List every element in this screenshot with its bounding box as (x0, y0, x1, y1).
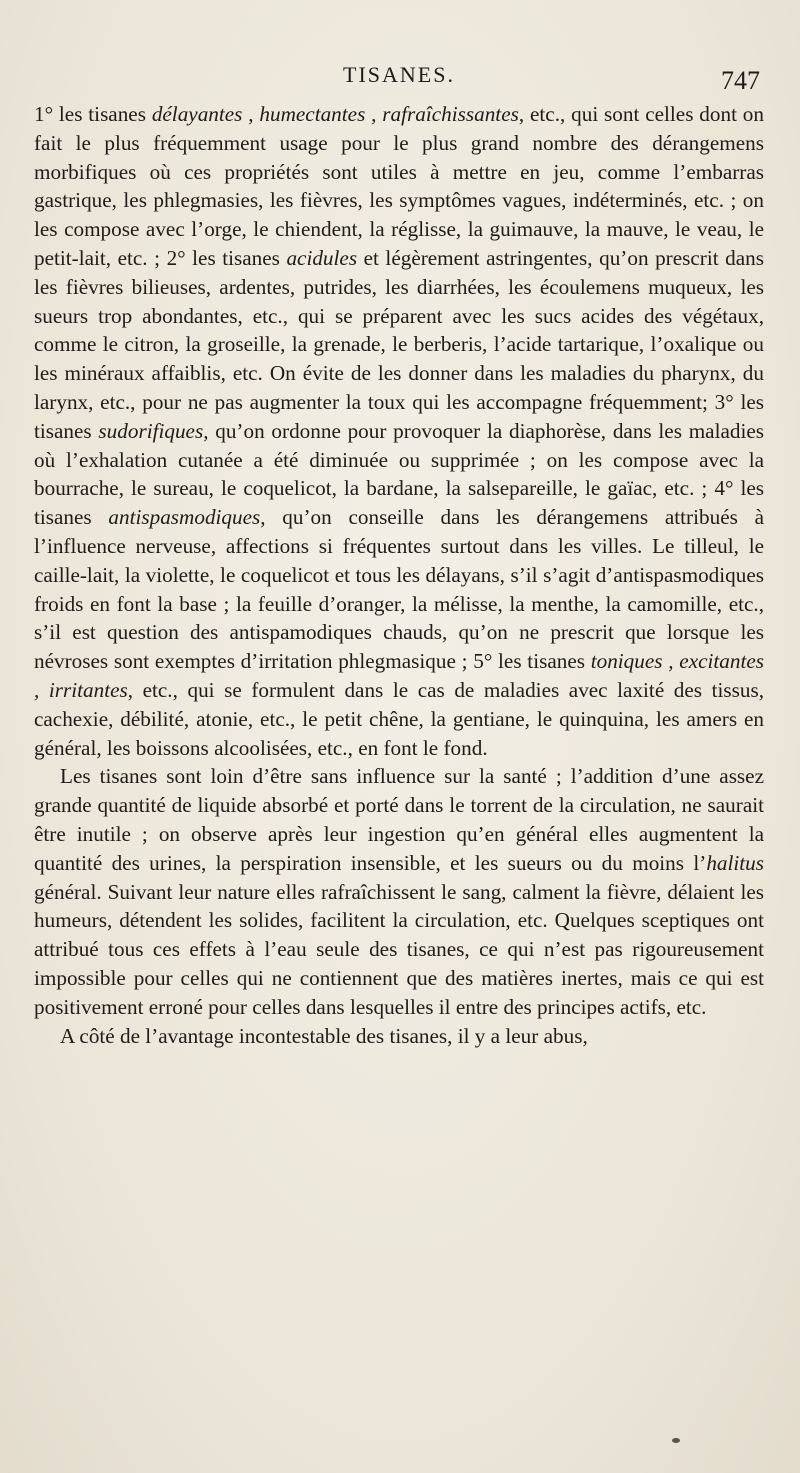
text-run: A côté de l’avantage incontestable des tisanes, il y a leur abus, (60, 1023, 588, 1048)
italic-term: toniques , excitantes , irritantes (34, 649, 764, 702)
text-run: 1° les tisanes (34, 102, 152, 126)
text-run: Les tisanes sont loin d’être sans influence sur la santé ; l’addition d’une assez grande quantité de liquide absorbé et porté dans le torrent de la circulation, ne saurait être inutile ; on observe après leur ingestion qu’en général elles augmentent la quantité des urines, la perspiration insensible, et les sueurs ou du moins l’ (34, 764, 764, 875)
text-run: , etc., qui sont celles dont on fait le plus fréquemment usage pour le plus grand nombre des dérangemens morbifiques où ces propriétés sont utiles à mettre en jeu, comme l’embarras gastrique, les phlegmasies, les fièvres, les symptômes vagues, indéterminés, etc. ; on les compose avec l’orge, le chiendent, la réglisse, la guimauve, la mauve, le veau, le petit-lait, etc. ; 2° les tisanes (34, 102, 764, 270)
text-run: général. Suivant leur nature elles rafraîchissent le sang, calment la fièvre, délaient les humeurs, détendent les solides, facilitent la circulation, etc. Quelques sceptiques ont attribué tous ces effets à l’eau seule des tisanes, ce qui n’est pas rigoureusement impossible pour celles qui ne contiennent que des matières inertes, mais ce qui est positivement erroné pour celles dans lesquelles il entre des principes actifs, etc. (34, 879, 764, 1019)
italic-term: sudorifiques (98, 418, 204, 443)
italic-term: antispasmodiques (108, 505, 261, 530)
italic-term: délayantes , humectantes , rafraîchissantes (151, 102, 519, 126)
ink-blemish (672, 1438, 680, 1443)
text-run: , qu’on ordonne pour provoquer la diaphorèse, dans les maladies où l’exhalation cutanée a été diminuée ou supprimée ; on les compose avec la bourrache, le sureau, le coquelicot, la bardane, la salsepareille, le gaïac, etc. ; 4° les tisanes (34, 418, 764, 530)
body-text (34, 100, 764, 1050)
paragraph (34, 1022, 764, 1051)
paragraph (34, 762, 764, 1021)
paragraph (34, 100, 764, 762)
running-title: TISANES. (343, 62, 455, 87)
italic-term: acidules (286, 245, 358, 270)
text-run: et légèrement astringentes, qu’on prescrit dans les fièvres bilieuses, ardentes, putrides, les diarrhées, les écoulemens muqueux, les sueurs trop abondantes, etc., qui se préparent avec les sucs acides des végétaux, comme le citron, la groseille, la grenade, le berberis, l’acide tartarique, l’oxalique ou les minéraux affaiblis, etc. On évite de les donner dans les maladies du pharynx, du larynx, etc., pour ne pas augmenter la toux qui les accompagne fréquemment; 3° les tisanes (34, 245, 764, 443)
running-head (34, 62, 764, 100)
text-run: , qu’on conseille dans les dérangemens attribués à l’influence nerveuse, affections si fréquentes surtout dans les villes. Le tilleul, le caille-lait, la violette, le coquelicot et tous les délayans, s’il s’agit d’antispasmodiques froids en font la base ; la feuille d’oranger, la mélisse, la menthe, la camomille, etc., s’il est question des antispamodiques chauds, qu’on ne prescrit que lorsque les névroses sont exemptes d’irritation phlegmasique ; 5° les tisanes (34, 505, 764, 674)
italic-term: halitus (706, 850, 764, 875)
page-number: 747 (721, 66, 760, 95)
text-run: , etc., qui se formulent dans le cas de maladies avec laxité des tissus, cachexie, débilité, atonie, etc., le petit chêne, la gentiane, le quinquina, les amers en général, les boissons alcoolisées, etc., en font le fond. (34, 677, 765, 760)
